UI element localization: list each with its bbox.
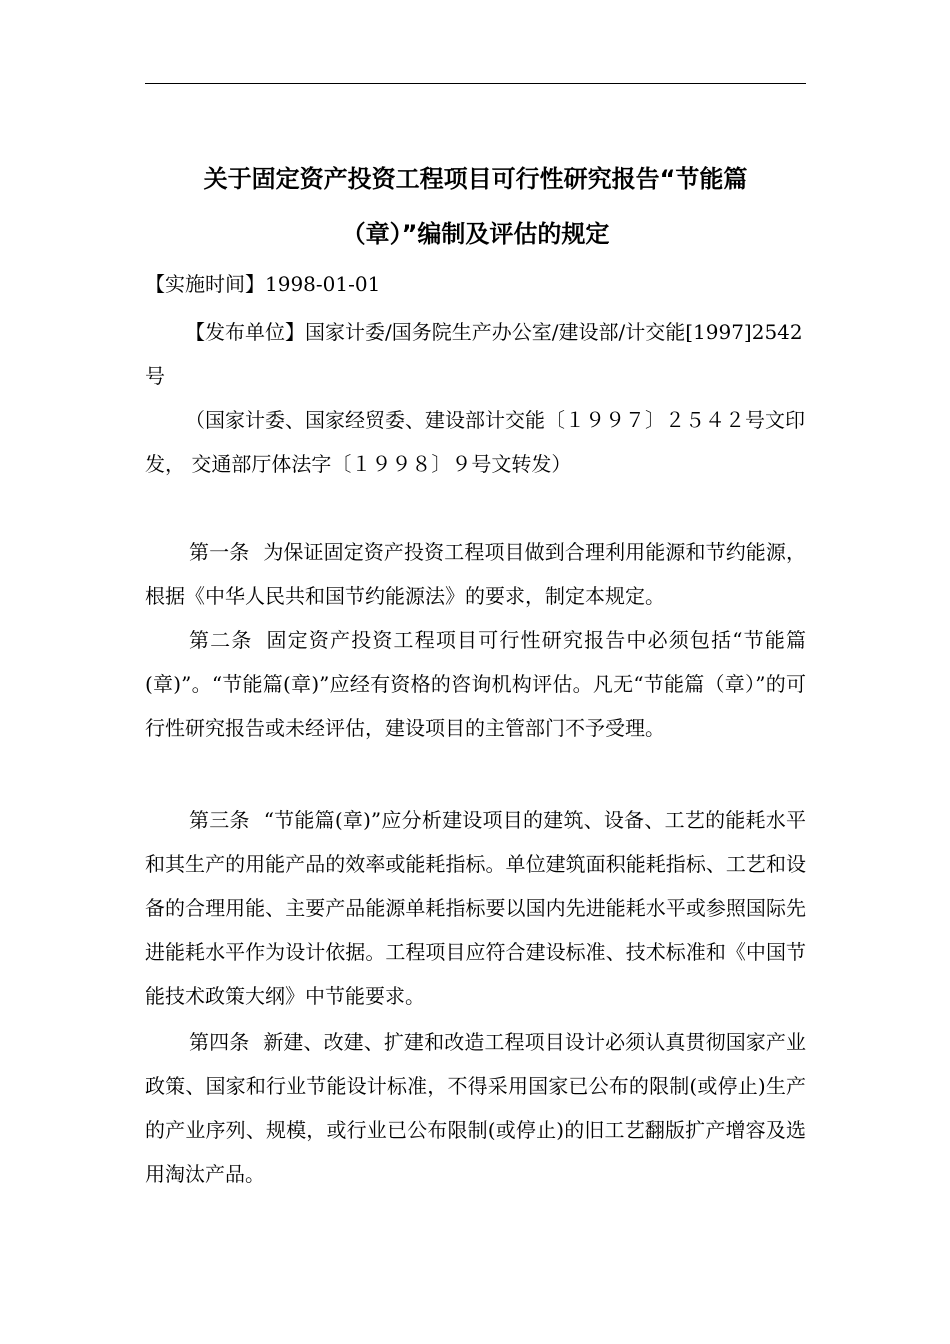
article-2: [145, 618, 806, 750]
article-1-heading: 第一条: [189, 540, 250, 564]
article-4-text: 新建、改建、扩建和改造工程项目设计必须认真贯彻国家产业政策、国家和行业节能设计标准，不得采用国家已公布的限制(或停止)生产的产业序列、规模，或行业已公布限制(或停止)的旧工艺翻版扩产增容及选用淘汰产品。: [145, 1030, 807, 1186]
title-line-2: （章）”编制及评估的规定: [341, 220, 610, 248]
issuing-authority: 【发布单位】国家计委/国务院生产办公室/建设部/计交能[1997]2542号: [145, 320, 803, 388]
article-2-text: 固定资产投资工程项目可行性研究报告中必须包括“节能篇(章)”。“节能篇(章)”应经有资格的咨询机构评估。凡无“节能篇（章）”的可行性研究报告或未经评估，建设项目的主管部门不予受理。: [145, 628, 806, 740]
article-3-text: “节能篇(章)”应分析建设项目的建筑、设备、工艺的能耗水平和其生产的用能产品的效率或能耗指标。单位建筑面积能耗指标、工艺和设备的合理用能、主要产品能源单耗指标要以国内先进能耗水平或参照国际先进能耗水平作为设计依据。工程项目应符合建设标准、技术标准和《中国节能技术政策大纲》中节能要求。: [145, 808, 807, 1008]
header-rule: [145, 83, 806, 84]
article-2-heading: 第二条: [189, 628, 253, 652]
article-1-text: 为保证固定资产投资工程项目做到合理利用能源和节约能源，根据《中华人民共和国节约能源法》的要求，制定本规定。: [145, 540, 807, 608]
article-4: [145, 1020, 806, 1196]
title-line-1: 关于固定资产投资工程项目可行性研究报告“节能篇: [203, 165, 748, 193]
article-4-heading: 第四条: [189, 1030, 250, 1054]
article-3: [145, 798, 806, 1018]
document-title: [145, 152, 806, 262]
publication-note: （国家计委、国家经贸委、建设部计交能〔１９９７〕２５４２号文印发， 交通部厅体法字〔１９９８〕９号文转发）: [145, 408, 805, 476]
article-1: [145, 530, 806, 618]
article-3-heading: 第三条: [189, 808, 250, 832]
effective-date: 【实施时间】1998-01-01: [145, 272, 381, 296]
